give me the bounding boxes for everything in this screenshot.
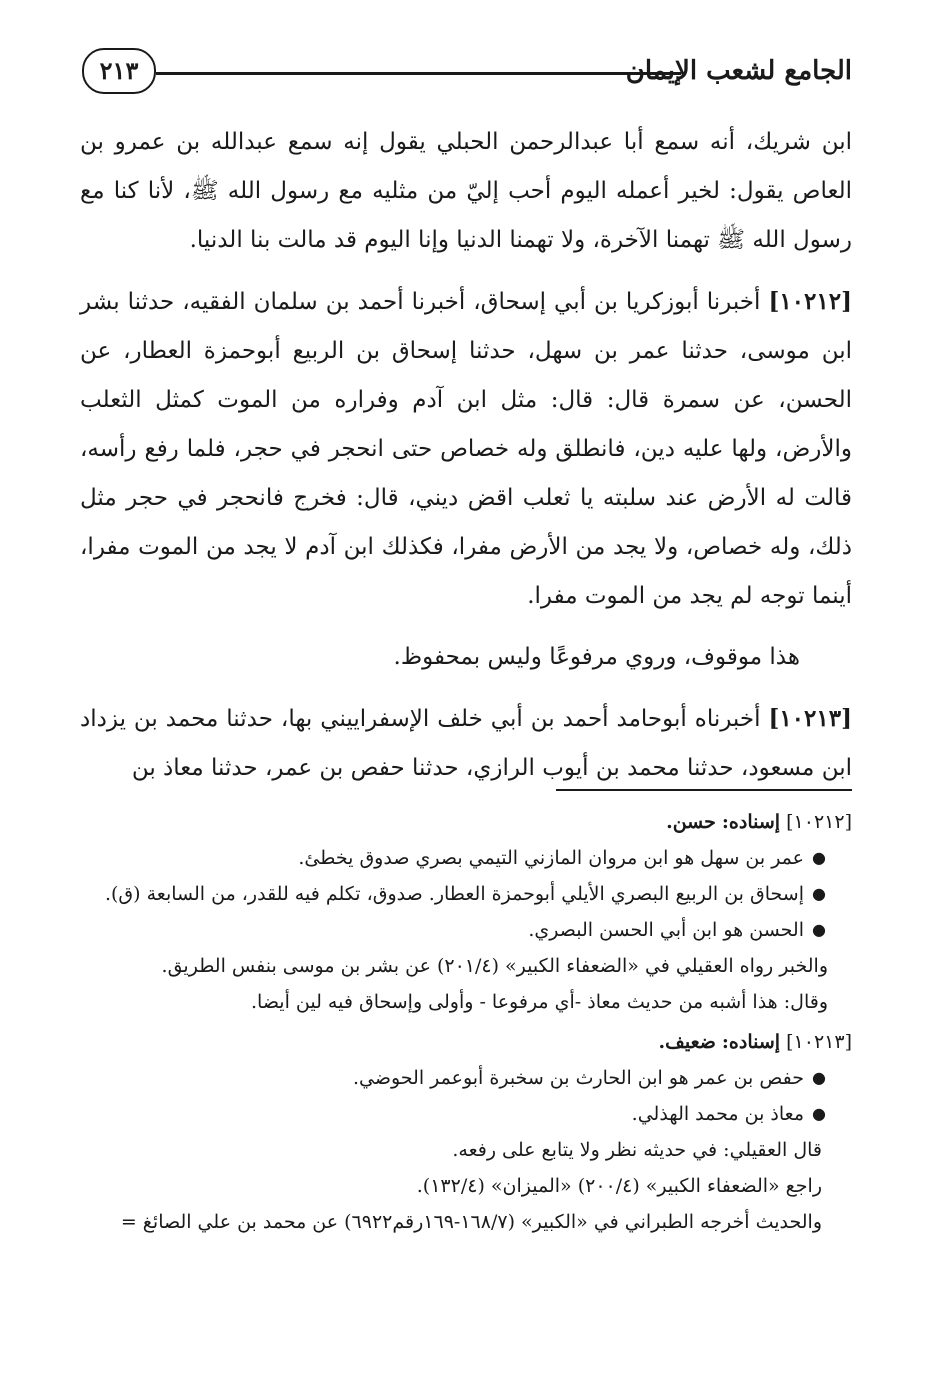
- bullet-icon: ●: [812, 1068, 826, 1087]
- footnote-line: وقال: هذا أشبه من حديث معاذ -أي مرفوعا - وأولى وإسحاق فيه لين أيضا.: [250, 991, 828, 1013]
- paragraph-text: ابن شريك، أنه سمع أبا عبدالرحمن الحبلي يقول إنه سمع عبدالله بن عمرو بن العاص يقول: لخير أعمله اليوم أحب إليّ من مثليه مع رسول الله ﷺ، لأنا كنا مع رسول الله ﷺ تهمنا الآخرة، ولا تهمنا الدنيا وإنا اليوم قد مالت بنا الدنيا.: [80, 129, 852, 253]
- footnote-list: [80, 1060, 852, 1132]
- list-item: [80, 840, 826, 876]
- footnote-line: والحديث أخرجه الطبراني في «الكبير» (١٦٨/٧-١٦٩رقم٦٩٢٢) عن محمد بن علي الصائغ =: [120, 1211, 822, 1233]
- footnote-ref: [١٠٢١٢]: [786, 811, 852, 833]
- footnote-list: [80, 840, 852, 948]
- page-header: [82, 46, 852, 102]
- paragraph-text: هذا موقوف، وروي مرفوعًا وليس بمحفوظ.: [393, 644, 800, 670]
- footnote-line: قال العقيلي: في حديثه نظر ولا يتابع على رفعه.: [452, 1139, 822, 1161]
- footnote-heading: [80, 1024, 852, 1060]
- list-item: [80, 876, 826, 912]
- footnote-label: إسناده:: [721, 1031, 781, 1053]
- footnotes: [80, 804, 852, 1240]
- paragraph-text: أخبرناه أبوحامد أحمد بن أبي خلف الإسفراييني بها، حدثنا محمد بن يزداد ابن مسعود، حدثنا محمد بن أيوب الرازي، حدثنا حفص بن عمر، حدثنا معاذ بن: [80, 706, 852, 781]
- page-number: ٢١٣: [82, 48, 156, 94]
- list-item-text: معاذ بن محمد الهذلي.: [631, 1103, 804, 1125]
- footnote-line: والخبر رواه العقيلي في «الضعفاء الكبير» (٢٠١/٤) عن بشر بن موسى بنفس الطريق.: [161, 955, 828, 977]
- footnote-heading: [80, 804, 852, 840]
- footnote-separator: [556, 789, 852, 791]
- hadith-number: [١٠٢١٣]: [768, 705, 852, 732]
- list-item-text: عمر بن سهل هو ابن مروان المازني التيمي بصري صدوق يخطئ.: [298, 847, 804, 869]
- bullet-icon: ●: [812, 884, 826, 903]
- footnote-line: راجع «الضعفاء الكبير» (٢٠٠/٤) «الميزان» (١٣٢/٤).: [416, 1175, 822, 1197]
- main-text: [80, 118, 852, 805]
- hadith-number: [١٠٢١٢]: [768, 288, 852, 315]
- comment-paragraph: [80, 633, 852, 682]
- hadith-paragraph: [80, 277, 852, 621]
- paragraph-text: أخبرنا أبوزكريا بن أبي إسحاق، أخبرنا أحمد بن سلمان الفقيه، حدثنا بشر ابن موسى، حدثنا عمر بن سهل، حدثنا إسحاق بن الربيع أبوحمزة العطار، عن الحسن، عن سمرة قال: قال: مثل ابن آدم وفراره من الموت كمثل الثعلب والأرض، ولها عليه دين، فانطلق وله خصاص حتى انحجر في حجر، فلما رفع رأسه، قالت له الأرض عند سلبته يا ثعلب اقض ديني، قال: فخرج فانحجر في حجر مثل ذلك، وله خصاص، ولا يجد من الأرض مفرا، فكذلك ابن آدم لا يجد من الموت مفرا، أينما توجه لم يجد من الموت مفرا.: [80, 289, 852, 609]
- list-item: [80, 1096, 826, 1132]
- footnote-grade: حسن.: [666, 811, 716, 833]
- bullet-icon: ●: [812, 920, 826, 939]
- footnote-ref: [١٠٢١٣]: [786, 1031, 852, 1053]
- footnote-grade: ضعيف.: [658, 1031, 716, 1053]
- footnote-label: إسناده:: [721, 811, 781, 833]
- list-item-text: الحسن هو ابن أبي الحسن البصري.: [528, 919, 804, 941]
- hadith-paragraph: [80, 694, 852, 793]
- header-rule: [156, 72, 681, 75]
- list-item: [80, 912, 826, 948]
- list-item: [80, 1060, 826, 1096]
- list-item-text: إسحاق بن الربيع البصري الأيلي أبوحمزة العطار. صدوق، تكلم فيه للقدر، من السابعة (ق).: [104, 883, 804, 905]
- paragraph: [80, 118, 852, 265]
- list-item-text: حفص بن عمر هو ابن الحارث بن سخبرة أبوعمر الحوضي.: [352, 1067, 804, 1089]
- book-title: الجامع لشعب الإيمان: [625, 56, 852, 86]
- bullet-icon: ●: [812, 848, 826, 867]
- bullet-icon: ●: [812, 1104, 826, 1123]
